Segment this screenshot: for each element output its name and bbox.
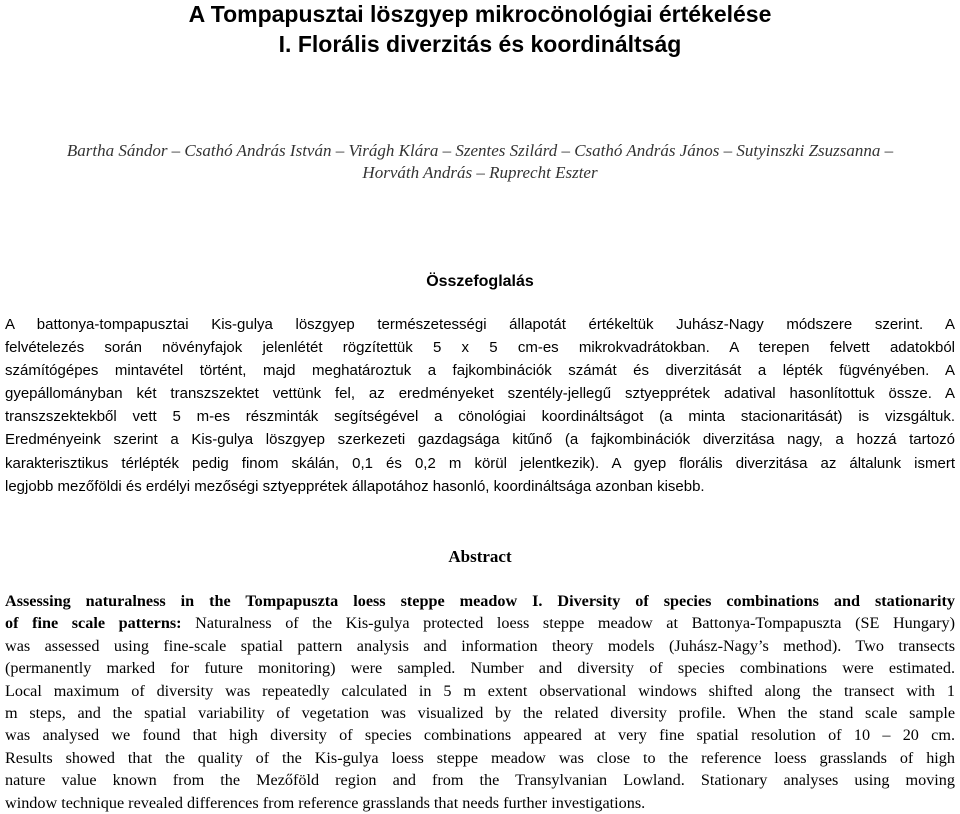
abstract-line: window technique revealed differences from reference grasslands that needs further investigations. [5,793,646,812]
summary-line: karakterisztikus térlépték pedig finom skálán, 0,1 és 0,2 m körül jelentkezik). A gyep florális diverzitása az általunk ismert [5,454,955,472]
abstract-heading: Abstract [448,547,512,566]
author-list [0,140,960,184]
abstract-line: nature value known from the Mezőföld region and from the Transylvanian Lowland. Stationary analyses using moving [5,771,955,790]
abstract-paragraph [5,590,955,814]
abstract-title-bold: of fine scale patterns: [5,614,182,633]
paper-title-line-1: A Tompapusztai löszgyep mikrocönológiai értékelése [188,1,772,27]
abstract-line: Local maximum of diversity was repeatedly calculated in 5 m extent observational windows shifted along the transect with 1 [5,681,955,700]
summary-line: A battonya-tompapusztai Kis-gulya löszgyep természetességi állapotát értékeltük Juhász-Nagy módszere szerint. A [5,316,955,333]
paper-title-line-2: I. Florális diverzitás és koordináltság [278,31,682,57]
summary-heading: Összefoglalás [426,273,534,290]
author-line-1: Bartha Sándor – Csathó András István – Virágh Klára – Szentes Szilárd – Csathó András János – Sutyinszki Zsuzsanna – [66,141,894,160]
abstract-line [5,590,955,612]
abstract-line: was analysed we found that high diversity of species combinations appeared at very fine spatial resolution of 10 – 20 cm. [5,726,955,745]
abstract-title-bold: Assessing naturalness in the Tompapuszta loess steppe meadow I. Diversity of species combinations and stationarity [5,592,955,610]
summary-line: transzszektekből vett 5 m-es részminták segítségével a cönológiai koordináltságot (a minta stacionaritását) is vizsgáltuk. [5,408,955,426]
abstract-line: was assessed using fine-scale spatial pattern analysis and information theory models (Juhász-Nagy’s method). Two transects [5,636,955,655]
author-line-2: Horváth András – Ruprecht Eszter [362,163,598,182]
abstract-line: m steps, and the spatial variability of vegetation was visualized by the related diversity profile. When the stand scale sample [5,704,955,723]
summary-line: felvételezés során növényfajok jelenlétét rögzítettük 5 x 5 cm-es mikrokvadrátokban. A terepen felvett adatokból [5,339,955,357]
summary-line: Eredményeink szerint a Kis-gulya löszgyep szerkezeti gazdagsága kitűnő (a fajkombinációk diverzitása nagy, a hozzá tartozó [5,431,955,449]
summary-line: gyepállományban két transzszektet vettünk fel, az eredményeket szentély-jellegű sztyepprétek adatival hasonlítottuk össze. A [5,385,955,403]
summary-line: számítógépes mintavétel történt, majd meghatároztuk a fajkombinációk számát és diverzitását a lépték fügvényében. A [5,362,955,380]
abstract-line: Results showed that the quality of the Kis-gulya loess steppe meadow was close to the reference loess grasslands of high [5,748,955,767]
summary-line: legjobb mezőföldi és erdélyi mezőségi sztyepprétek állapotához hasonló, koordináltsága azonban kisebb. [5,477,705,495]
abstract-line [5,612,955,634]
abstract-text: Naturalness of the Kis-gulya protected loess steppe meadow at Battonya-Tompapuszta (SE Hungary) [181,614,955,633]
summary-paragraph [5,313,955,498]
abstract-line: (permanently marked for future monitoring) were sampled. Number and diversity of species combinations were estimated. [5,659,955,678]
